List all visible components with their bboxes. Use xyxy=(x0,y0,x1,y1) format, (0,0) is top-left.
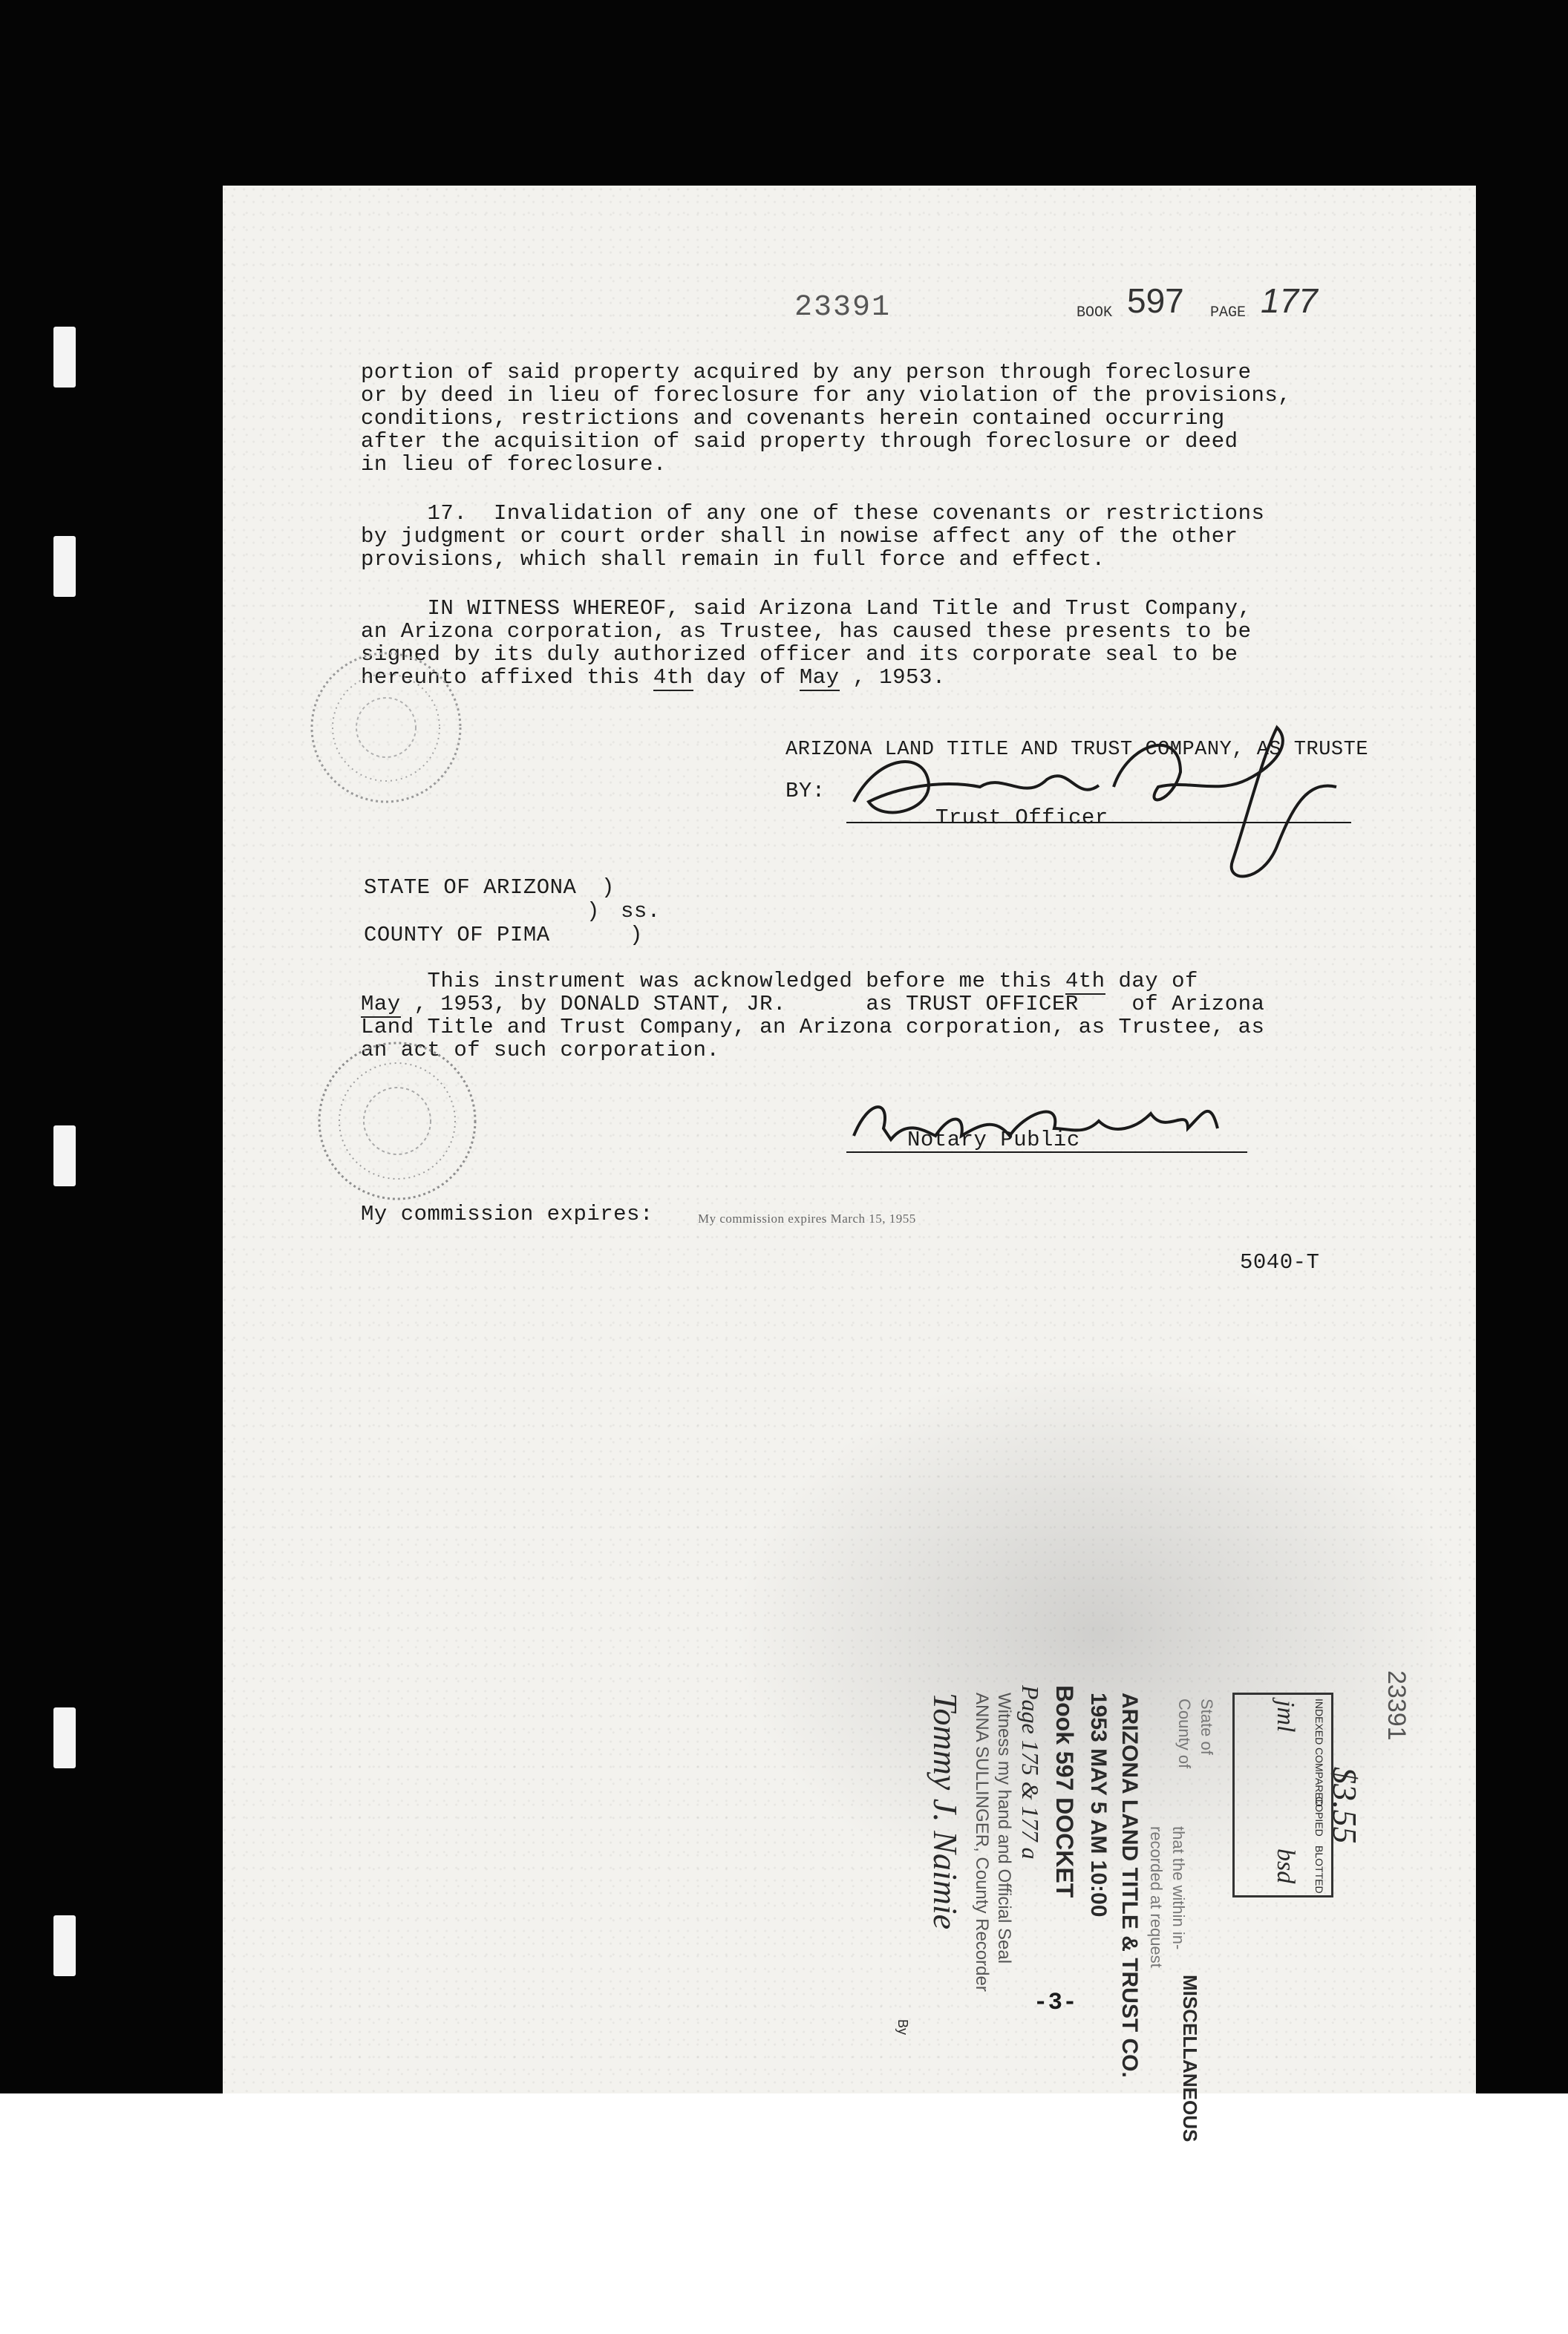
book-number: 597 xyxy=(1127,281,1184,320)
bracket: ) xyxy=(587,899,600,924)
book-label: BOOK xyxy=(1077,304,1113,321)
notary-seal-icon xyxy=(312,1036,483,1206)
margin-doc-number: 23391 xyxy=(1382,1670,1411,1741)
witness-seal-line: Witness my hand and Official Seal xyxy=(994,1693,1014,1964)
filed-line: recorded at request xyxy=(1147,1826,1166,1968)
docket-book: Book 597 DOCKET xyxy=(1051,1685,1078,1898)
witness-line: signed by its duly authorized officer and its corporate seal to be xyxy=(361,642,1238,667)
county-recorder: ANNA SULLINGER, County Recorder xyxy=(972,1693,992,1992)
body-line: portion of said property acquired by any person through foreclosure xyxy=(361,360,1252,385)
venue-county: COUNTY OF PIMA xyxy=(364,923,550,947)
witness-day: 4th xyxy=(653,665,693,690)
ack-line-3: Land Title and Trust Company, an Arizona corporation, as Trustee, as xyxy=(361,1015,1265,1039)
bracket: ) xyxy=(630,923,643,947)
page-label: PAGE xyxy=(1210,304,1247,321)
ack-day: 4th xyxy=(1065,969,1105,993)
body-line: or by deed in lieu of foreclosure for any violation of the provisions, xyxy=(361,383,1292,408)
ack-rest: , 1953, by DONALD STANT, JR. as TRUST OFFICER of Arizona xyxy=(400,992,1265,1016)
film-perforation xyxy=(53,327,76,388)
film-perforation xyxy=(53,1125,76,1186)
ack-line-1 xyxy=(361,970,1198,993)
bracket: ) xyxy=(601,875,615,900)
by-label: BY: xyxy=(785,779,826,803)
witness-month: May xyxy=(799,665,840,690)
filing-company: ARIZONA LAND TITLE & TRUST CO. xyxy=(1117,1693,1142,2078)
document-number: 23391 xyxy=(794,291,892,324)
ack-line-4: an act of such corporation. xyxy=(361,1038,720,1062)
ack-suffix: day of xyxy=(1105,969,1198,993)
recorder-signature: Tommy J. Naimie xyxy=(927,1693,964,1930)
category-label: MISCELLANEOUS xyxy=(1179,1975,1201,2142)
index-col-header: COMPARED xyxy=(1313,1748,1325,1807)
body-line: conditions, restrictions and covenants herein contained occurring xyxy=(361,406,1225,431)
venue-ss: ss. xyxy=(621,899,661,924)
body-line: in lieu of foreclosure. xyxy=(361,452,667,477)
notary-title: Notary Public xyxy=(907,1128,1080,1152)
index-col-header: INDEXED xyxy=(1313,1699,1325,1745)
body-line: after the acquisition of said property through foreclosure or deed xyxy=(361,429,1238,454)
paragraph-17-line: by judgment or court order shall in nowise affect any of the other xyxy=(361,524,1238,549)
page-number-footer: -3- xyxy=(1033,1989,1078,2016)
corporate-seal-icon xyxy=(304,646,468,809)
document-page xyxy=(223,186,1476,2142)
docket-pages: Page 175 & 177 a xyxy=(1017,1685,1044,1860)
film-perforation xyxy=(53,536,76,597)
ack-month: May xyxy=(361,992,401,1016)
witness-prefix: hereunto affixed this xyxy=(361,665,653,690)
state-label: State of xyxy=(1198,1699,1216,1755)
witness-line: an Arizona corporation, as Trustee, has caused these presents to be xyxy=(361,619,1252,644)
trust-officer-signature xyxy=(832,698,1366,891)
witness-mid: day of xyxy=(693,665,800,690)
witness-year: , 1953. xyxy=(839,665,946,690)
filing-datetime: 1953 MAY 5 AM 10:00 xyxy=(1086,1693,1111,1918)
commission-stamp: My commission expires March 15, 1955 xyxy=(698,1212,916,1226)
certify-line: that the within in- xyxy=(1169,1826,1188,1950)
form-code: 5040-T xyxy=(1240,1250,1320,1275)
paragraph-17-line: 17. Invalidation of any one of these covenants or restrictions xyxy=(361,501,1265,526)
ack-line-2 xyxy=(361,993,1264,1016)
trust-officer-title: Trust Officer xyxy=(935,805,1108,830)
index-col-header: BLOTTED xyxy=(1313,1846,1325,1894)
company-signature-line: ARIZONA LAND TITLE AND TRUST COMPANY, AS TRUSTE xyxy=(785,739,1369,761)
witness-line: IN WITNESS WHEREOF, said Arizona Land Title and Trust Company, xyxy=(361,596,1252,621)
film-perforation xyxy=(53,1707,76,1768)
stamp-by-label: By xyxy=(895,2019,910,2036)
venue-state: STATE OF ARIZONA xyxy=(364,875,577,900)
film-perforation xyxy=(53,1915,76,1976)
county-label: County of xyxy=(1175,1699,1194,1769)
page-number-header: 177 xyxy=(1261,281,1318,320)
commission-label: My commission expires: xyxy=(361,1202,653,1226)
ack-prefix: This instrument was acknowledged before me this xyxy=(361,969,1065,993)
paragraph-17-line: provisions, which shall remain in full force and effect. xyxy=(361,547,1105,572)
index-mark: jml xyxy=(1272,1700,1299,1733)
recording-stamp xyxy=(839,1685,1455,2145)
blotted-mark: bsd xyxy=(1272,1848,1299,1884)
recording-fee: $3.55 xyxy=(1326,1767,1364,1844)
index-col-header: COPIED xyxy=(1313,1797,1325,1837)
